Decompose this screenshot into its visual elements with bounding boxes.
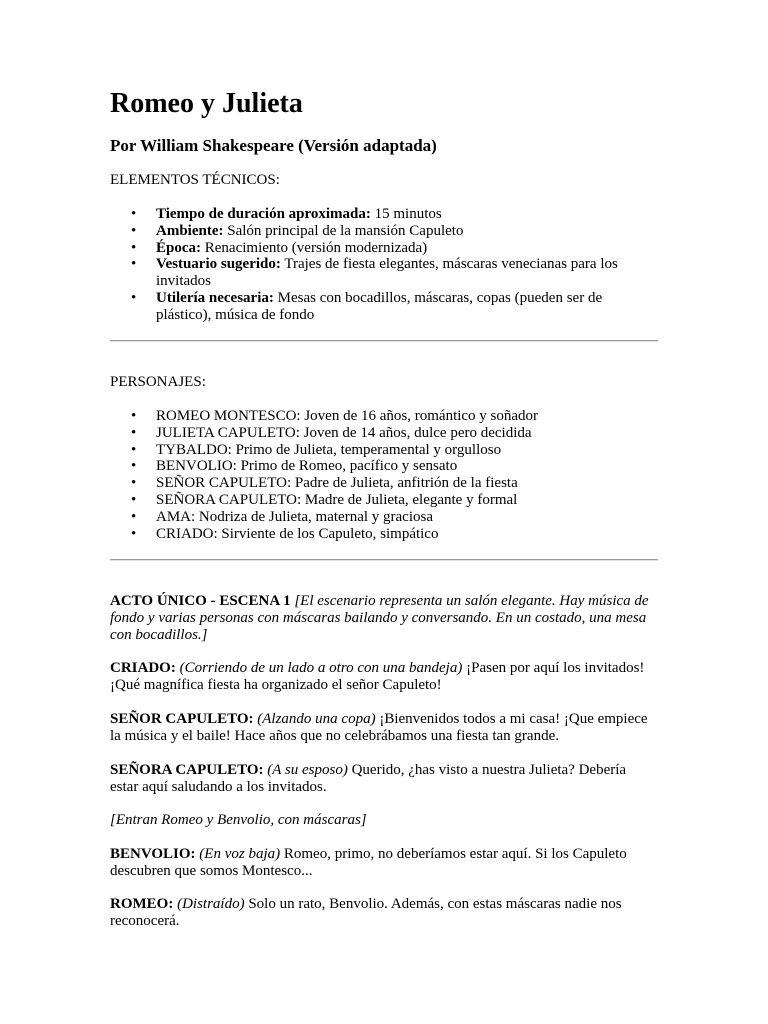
dialogue-text: Querido, ¿has visto a nuestra Julieta? Debería estar aquí saludando a los invitados.: [110, 762, 627, 795]
bullet-icon: •: [131, 525, 137, 542]
character-entry: SEÑOR CAPULETO: Padre de Julieta, anfitrión de la fiesta: [156, 475, 518, 492]
list-item: [110, 425, 658, 442]
item-label: Vestuario sugerido:: [156, 256, 281, 273]
list-item: [110, 206, 658, 223]
document-title: Romeo y Julieta: [110, 88, 303, 119]
document-subtitle: Por William Shakespeare (Versión adaptada): [110, 136, 437, 155]
stage-direction: (Corriendo de un lado a otro con una bandeja): [175, 660, 463, 676]
scene-heading-paragraph: [110, 593, 658, 643]
character-entry: JULIETA CAPULETO: Joven de 14 años, dulce pero decidida: [156, 424, 532, 441]
dialogue-text: Solo un rato, Benvolio. Además, con estas máscaras nadie nos reconocerá.: [110, 896, 622, 929]
list-item: [110, 492, 658, 509]
list-item: [110, 475, 658, 492]
bullet-icon: •: [131, 508, 137, 525]
bullet-icon: •: [131, 491, 137, 508]
bullet-icon: •: [131, 256, 137, 273]
stage-direction: [El escenario representa un salón elegante. Hay música de fondo y varias personas con máscaras bailando y conversando. En un costado, una mesa con bocadillos.]: [110, 593, 649, 643]
list-item: [110, 240, 658, 257]
technical-elements-heading: ELEMENTOS TÉCNICOS:: [110, 172, 280, 188]
speaker-name: SEÑORA CAPULETO:: [110, 762, 264, 778]
bullet-icon: •: [131, 206, 137, 222]
character-entry: TYBALDO: Primo de Julieta, temperamental y orgulloso: [156, 441, 502, 458]
bullet-icon: •: [131, 424, 137, 441]
bullet-icon: •: [131, 475, 137, 492]
character-entry: CRIADO: Sirviente de los Capuleto, simpático: [156, 525, 439, 542]
character-entry: ROMEO MONTESCO: Joven de 16 años, romántico y soñador: [156, 408, 539, 424]
bullet-icon: •: [131, 408, 137, 424]
character-entry: BENVOLIO: Primo de Romeo, pacífico y sensato: [156, 458, 458, 475]
bullet-icon: •: [131, 239, 137, 256]
item-label: Época:: [156, 239, 201, 256]
item-value: Renacimiento (versión modernizada): [201, 239, 428, 256]
list-item: [110, 442, 658, 459]
scene-heading: ACTO ÚNICO - ESCENA 1: [110, 593, 291, 609]
item-label: Utilería necesaria:: [156, 289, 274, 306]
bullet-icon: •: [131, 222, 137, 239]
item-label: Tiempo de duración aproximada:: [156, 206, 371, 222]
dialogue-text: Romeo, primo, no deberíamos estar aquí. Si los Capuleto descubren que somos Montesco...: [110, 846, 627, 879]
item-value: Trajes de fiesta elegantes, máscaras venecianas para los invitados: [156, 256, 618, 290]
dialogue-line: [110, 762, 658, 796]
dialogue-line: [110, 711, 658, 745]
section-divider: [110, 340, 658, 342]
list-item: [110, 223, 658, 240]
speaker-name: CRIADO:: [110, 660, 176, 676]
speaker-name: SEÑOR CAPULETO:: [110, 711, 254, 727]
item-value: Mesas con bocadillos, máscaras, copas (pueden ser de plástico), música de fondo: [156, 289, 603, 323]
dialogue-text: ¡Pasen por aquí los invitados! ¡Qué magnífica fiesta ha organizado el señor Capuleto!: [110, 660, 645, 693]
stage-direction-line: [110, 812, 658, 829]
section-divider: [110, 559, 658, 561]
characters-list: [110, 408, 658, 542]
stage-direction: (Alzando una copa): [253, 711, 376, 727]
bullet-icon: •: [131, 458, 137, 475]
dialogue-text: ¡Bienvenidos todos a mi casa! ¡Que empiece la música y el baile! Hace años que no celebrábamos una fiesta tan grande.: [110, 711, 648, 744]
dialogue-line: [110, 846, 658, 880]
characters-heading: PERSONAJES:: [110, 374, 206, 390]
stage-direction: (A su esposo): [263, 762, 348, 778]
list-item: [110, 526, 658, 543]
character-entry: AMA: Nodriza de Julieta, maternal y graciosa: [156, 508, 433, 525]
speaker-name: ROMEO:: [110, 896, 174, 912]
list-item: [110, 408, 658, 425]
dialogue-line: [110, 896, 658, 930]
item-label: Ambiente:: [156, 222, 224, 239]
dialogue-line: [110, 660, 658, 694]
list-item: [110, 458, 658, 475]
stage-direction: [Entran Romeo y Benvolio, con máscaras]: [110, 812, 367, 828]
speaker-name: BENVOLIO:: [110, 846, 196, 862]
item-value: Salón principal de la mansión Capuleto: [223, 222, 464, 239]
list-item: [110, 290, 658, 324]
bullet-icon: •: [131, 441, 137, 458]
stage-direction: (Distraído): [173, 896, 245, 912]
bullet-icon: •: [131, 289, 137, 306]
character-entry: SEÑORA CAPULETO: Madre de Julieta, elegante y formal: [156, 491, 518, 508]
technical-elements-list: [110, 206, 658, 324]
stage-direction: (En voz baja): [195, 846, 281, 862]
item-value: 15 minutos: [370, 206, 442, 222]
list-item: [110, 256, 658, 290]
list-item: [110, 509, 658, 526]
